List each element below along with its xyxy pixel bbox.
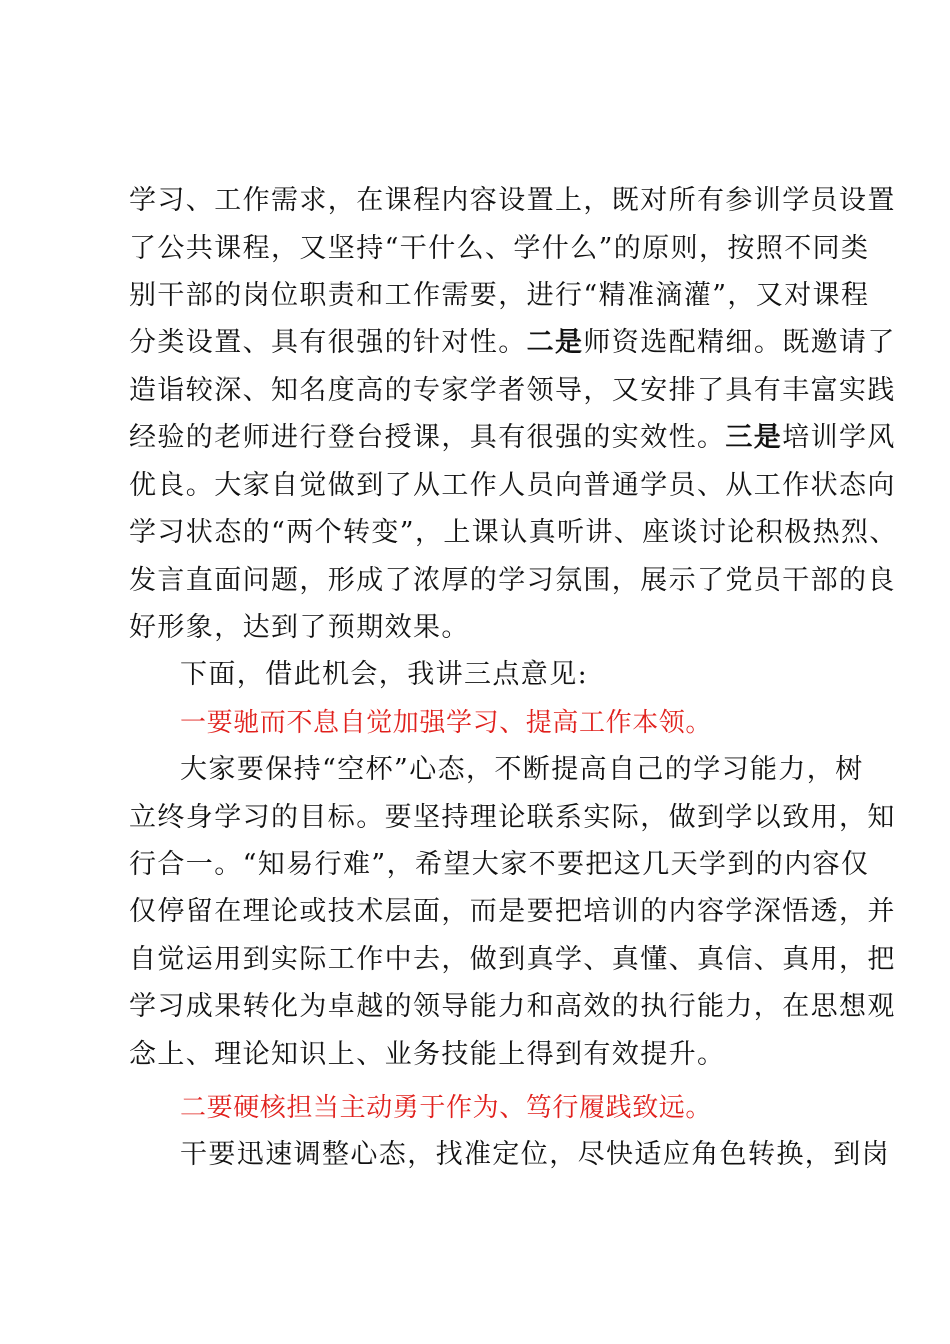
bold-marker: 三是 bbox=[725, 422, 783, 453]
body-text-line: 优良。大家自觉做到了从工作人员向普通学员、从工作状态向 bbox=[129, 470, 896, 501]
body-text-line: 别干部的岗位职责和工作需要，进行“精准滴灌”，又对课程 bbox=[129, 280, 870, 311]
body-text-line: 学习、工作需求，在课程内容设置上，既对所有参训学员设置 bbox=[129, 185, 896, 216]
body-text-line: 下面，借此机会，我讲三点意见: bbox=[180, 659, 589, 690]
body-text-line: 自觉运用到实际工作中去，做到真学、真懂、真信、真用，把 bbox=[129, 944, 896, 975]
body-text-line: 行合一。“知易行难”，希望大家不要把这几天学到的内容仅 bbox=[129, 849, 870, 880]
body-text-line: 立终身学习的目标。要坚持理论联系实际，做到学以致用，知 bbox=[129, 802, 896, 833]
body-text-line: 造诣较深、知名度高的专家学者领导，又安排了具有丰富实践 bbox=[129, 375, 896, 406]
body-text-line: 大家要保持“空杯”心态，不断提高自己的学习能力，树 bbox=[180, 754, 864, 785]
text-segment: 分类设置、具有很强的针对性。 bbox=[129, 327, 527, 358]
bold-marker: 二是 bbox=[526, 327, 584, 358]
body-text-line: 发言直面问题，形成了浓厚的学习氛围，展示了党员干部的良 bbox=[129, 565, 896, 596]
text-segment: 培训学风 bbox=[782, 422, 896, 453]
text-segment: 经验的老师进行登台授课，具有很强的实效性。 bbox=[129, 422, 726, 453]
body-text-line: 好形象，达到了预期效果。 bbox=[129, 612, 470, 643]
body-text-line: 仅停留在理论或技术层面，而是要把培训的内容学深悟透，并 bbox=[129, 896, 896, 927]
body-text-line bbox=[129, 323, 896, 363]
text-segment: 师资选配精细。既邀请了 bbox=[583, 327, 896, 358]
body-text-line: 了公共课程，又坚持“干什么、学什么”的原则，按照不同类 bbox=[129, 233, 870, 264]
body-text-line: 念上、理论知识上、业务技能上得到有效提升。 bbox=[129, 1039, 726, 1070]
section-heading-1: 一要驰而不息自觉加强学习、提高工作本领。 bbox=[180, 708, 713, 738]
body-text-line: 学习状态的“两个转变”，上课认真听讲、座谈讨论积极热烈、 bbox=[129, 517, 898, 548]
section-heading-2: 二要硬核担当主动勇于作为、笃行履践致远。 bbox=[180, 1093, 713, 1123]
body-text-line bbox=[129, 418, 896, 458]
body-text-line: 学习成果转化为卓越的领导能力和高效的执行能力，在思想观 bbox=[129, 991, 896, 1022]
body-text-line: 干要迅速调整心态，找准定位，尽快适应角色转换，到岗 bbox=[180, 1139, 890, 1170]
